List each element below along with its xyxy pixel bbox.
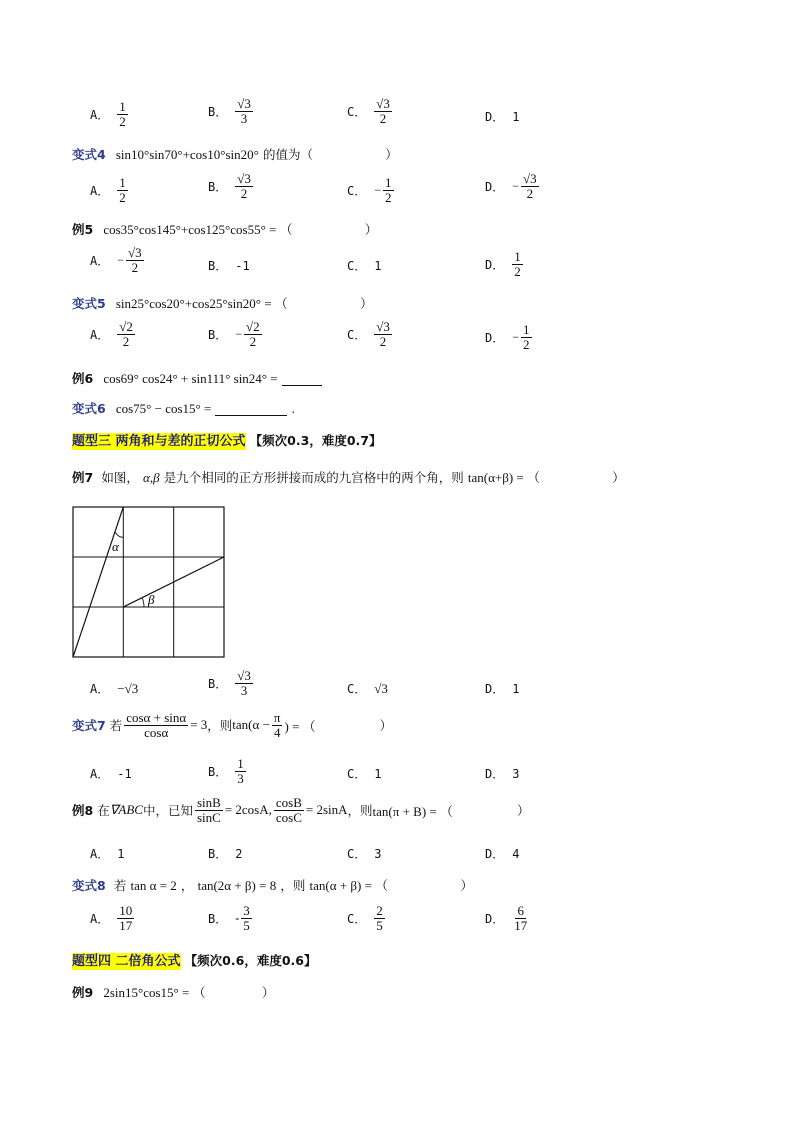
question-tag: 例8 xyxy=(72,803,94,819)
option-c[interactable]: C． 3 xyxy=(347,846,382,861)
alpha-label: α xyxy=(112,539,119,554)
option-a[interactable]: A． − $\frac{√3}{2}$ xyxy=(90,245,142,275)
option-d[interactable]: D． 3 xyxy=(485,766,520,781)
option-d[interactable]: D． − $\frac{√3}{2}$ xyxy=(485,171,537,201)
option-b[interactable]: B． $\frac{√3}{3}$ xyxy=(208,668,251,698)
question-tag: 变式8 xyxy=(72,878,106,893)
option-b[interactable]: B． - $\frac{3}{5}$ xyxy=(208,903,250,933)
section-title: 题型四 二倍角公式 xyxy=(72,954,181,969)
beta-label: β xyxy=(148,592,155,607)
option-c[interactable]: C． 1 xyxy=(347,766,382,781)
question-tag: 例5 xyxy=(72,222,94,237)
question-tag: 变式6 xyxy=(72,401,106,416)
section-header xyxy=(72,430,381,449)
option-d[interactable]: D． 1 xyxy=(485,681,520,696)
option-a[interactable]: A． −√3 xyxy=(90,680,139,696)
option-d[interactable]: D． $\frac{1}{2}$ xyxy=(485,249,521,279)
option-b[interactable]: B． $\frac{1}{3}$ xyxy=(208,756,244,786)
fraction: $\frac{1}{2}$ xyxy=(119,99,126,129)
answer-blank[interactable] xyxy=(282,373,322,386)
alpha-diagonal xyxy=(73,507,123,657)
option-c[interactable]: C． − $\frac{1}{2}$ xyxy=(347,175,392,205)
question-tag: 例7 xyxy=(72,470,94,485)
option-d[interactable]: D． $\frac{6}{17}$ xyxy=(485,903,528,933)
option-b[interactable]: B． $\frac{√3}{3}$ xyxy=(208,96,251,126)
option-a[interactable]: A． 1 xyxy=(90,846,125,861)
question-ex9: 例9 2sin15°cos15° = （ ） xyxy=(72,985,275,1000)
question-tag: 例9 xyxy=(72,985,94,1000)
question-ex6: 例6 cos69° cos24° + sin111° sin24° = xyxy=(72,369,322,387)
option-a[interactable]: A． $\frac{√2}{2}$ xyxy=(90,319,133,349)
question-ex8: 例8 在 ∇ABC 中，已知 $\frac{\sin B}{\sin C}$ = 2cosA, $\frac{\cos B}{\cos C}$ = 2sinA ，则 tan(π + B) = （ ） xyxy=(72,795,530,825)
question-tag: 变式7 xyxy=(72,718,106,734)
option-a[interactable]: A． $\frac{10}{17}$ xyxy=(90,903,133,933)
option-c[interactable]: C． 1 xyxy=(347,258,382,273)
option-c[interactable]: C． √3 xyxy=(347,680,388,696)
question-bs5: 变式5 sin25°cos20°+cos25°sin20° = （ ） xyxy=(72,296,373,311)
question-ex5: 例5 cos35°cos145°+cos125°cos55° = （ ） xyxy=(72,222,378,237)
section-note: 【频次0.3，难度0.7】 xyxy=(249,433,382,448)
option-c[interactable]: C． $\frac{2}{5}$ xyxy=(347,903,383,933)
option-c[interactable]: C． $\frac{√3}{2}$ xyxy=(347,96,390,126)
question-bs7: 变式7 若 $\frac{\cos\alpha + \sin\alpha}{\cos\alpha}$ = 3 ，则 tan(α − $\frac{\pi}{4}$ ) = （ ） xyxy=(72,710,393,740)
option-c[interactable]: C． $\frac{√3}{2}$ xyxy=(347,319,390,349)
nine-grid-figure xyxy=(72,506,226,658)
option-d[interactable]: D． 4 xyxy=(485,846,520,861)
option-d[interactable]: D． 1 xyxy=(485,109,520,124)
option-a[interactable]: A． -1 xyxy=(90,766,132,781)
option-a[interactable]: A． $\frac{1}{2}$ xyxy=(90,175,126,205)
question-bs6: 变式6 cos75° − cos15° = . xyxy=(72,401,295,416)
alpha-arc xyxy=(115,532,123,537)
fraction: $\frac{√3}{2}$ xyxy=(376,96,390,126)
option-d[interactable]: D． − $\frac{1}{2}$ xyxy=(485,322,530,352)
question-tag: 例6 xyxy=(72,371,94,386)
beta-arc xyxy=(142,598,144,608)
answer-blank[interactable] xyxy=(215,403,287,416)
fraction: $\frac{√3}{3}$ xyxy=(237,96,251,126)
section-note: 【频次0.6，难度0.6】 xyxy=(184,953,317,968)
question-bs4: 变式4 sin10°sin70°+cos10°sin20° 的值为（ ） xyxy=(72,147,398,162)
option-b[interactable]: B． $\frac{√3}{2}$ xyxy=(208,171,251,201)
section-header xyxy=(72,950,316,969)
option-b[interactable]: B． -1 xyxy=(208,258,250,273)
option-a[interactable]: A． $\frac{1}{2}$ xyxy=(90,99,126,129)
section-title: 题型三 两角和与差的正切公式 xyxy=(72,434,246,449)
question-ex7: 例7 如图， α,β 是九个相同的正方形拼接而成的九宫格中的两个角，则 tan(α+β) = （ ） xyxy=(72,470,625,485)
question-tag: 变式4 xyxy=(72,147,106,162)
grid-border xyxy=(73,507,224,657)
question-bs8: 变式8 若 tan α = 2 ， tan(2α + β) = 8 ，则 tan(α + β) = （ ） xyxy=(72,878,473,893)
option-b[interactable]: B． − $\frac{√2}{2}$ xyxy=(208,319,260,349)
option-b[interactable]: B． 2 xyxy=(208,846,243,861)
question-tag: 变式5 xyxy=(72,296,106,311)
